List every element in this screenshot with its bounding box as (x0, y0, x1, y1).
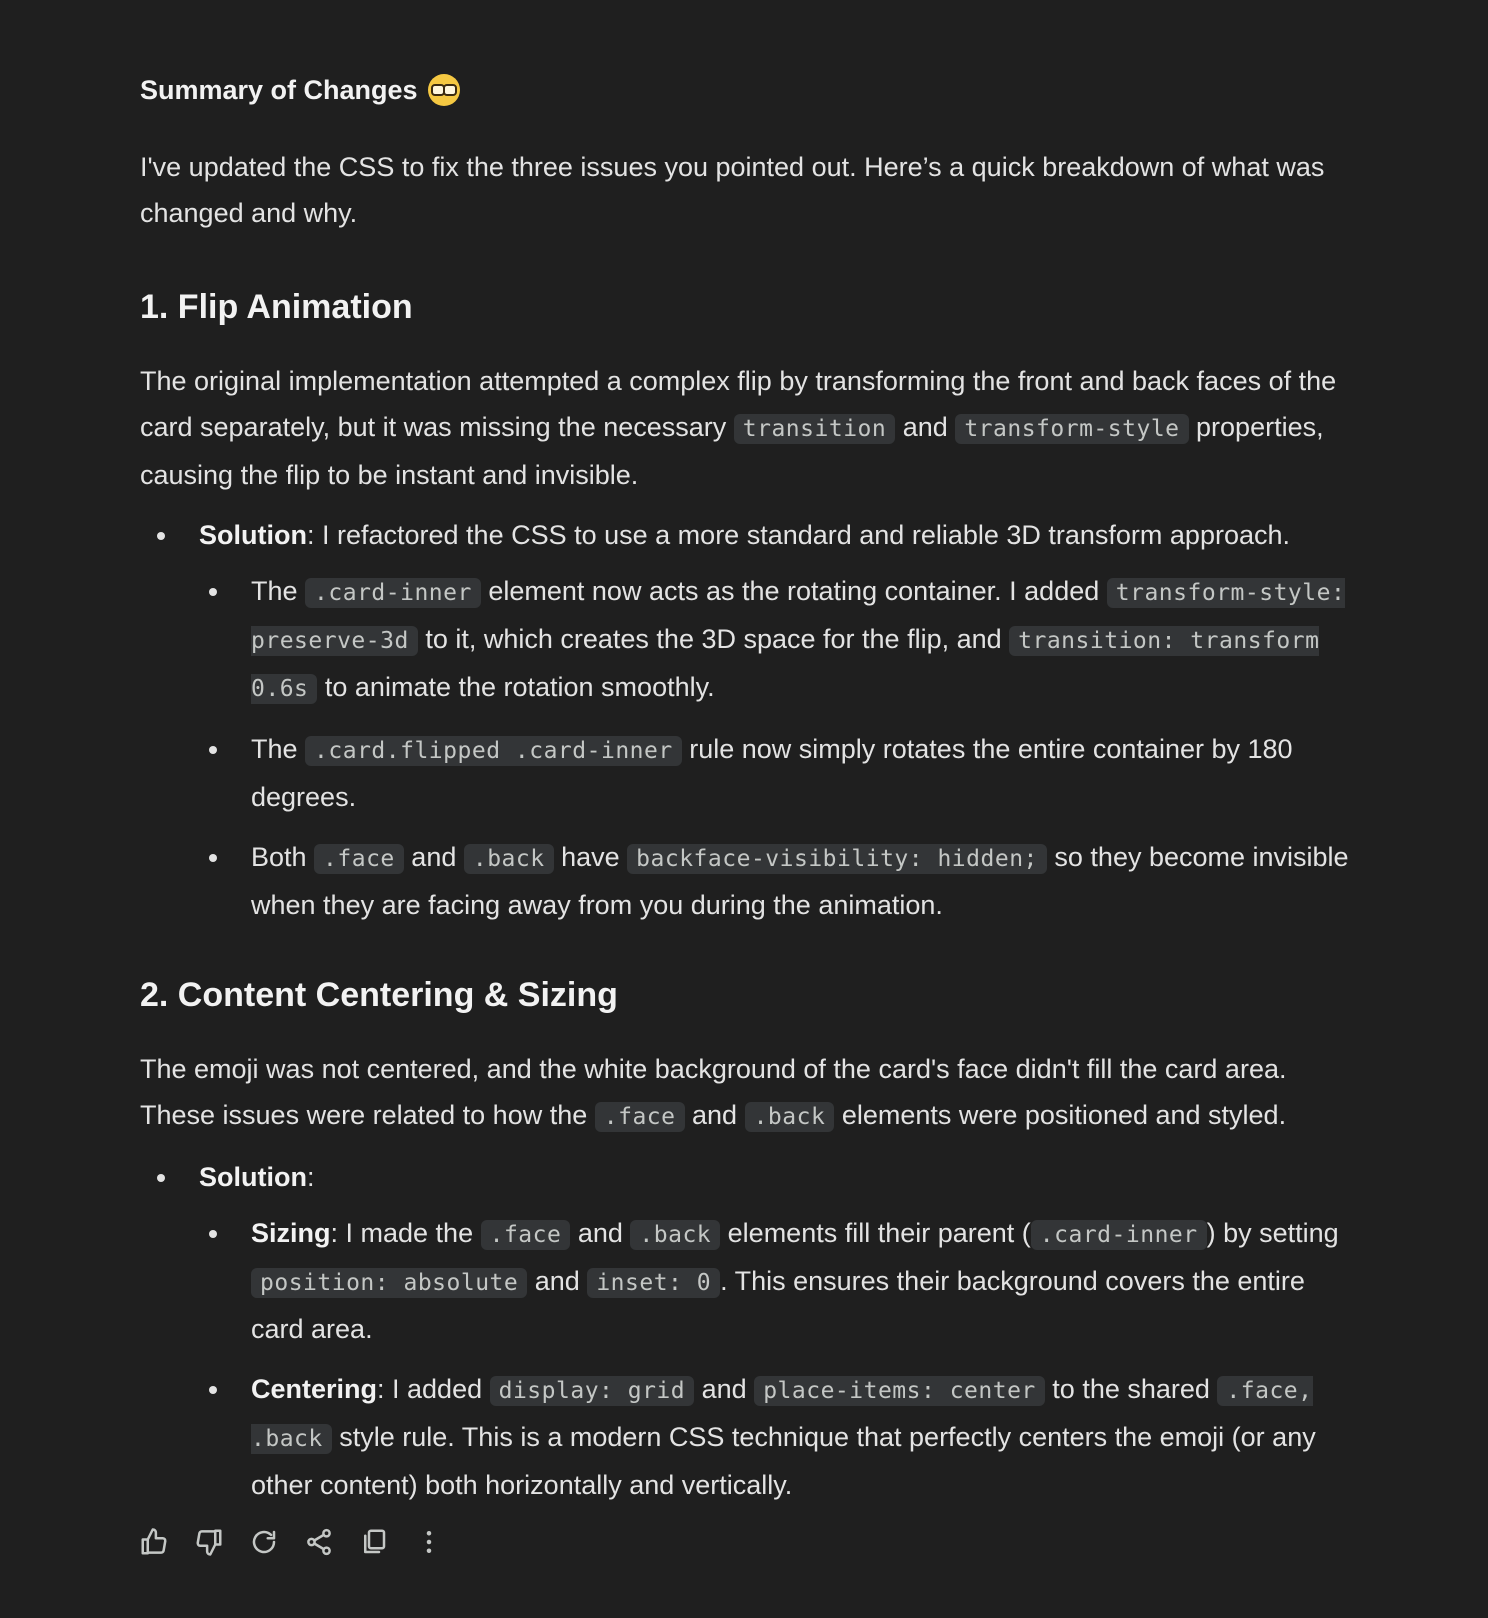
regenerate-button[interactable] (246, 1524, 282, 1560)
share-button[interactable] (301, 1524, 337, 1560)
section-1-heading: 1. Flip Animation (140, 288, 413, 326)
more-options-button[interactable] (411, 1524, 447, 1560)
section-1-list (140, 512, 1355, 928)
inline-code: transform-style (955, 414, 1188, 444)
inline-code: backface-visibility: hidden; (627, 844, 1047, 874)
summary-title-text: Summary of Changes (140, 75, 418, 105)
inline-code: .face (314, 844, 404, 874)
inline-code: transform-style: preserve-3d (251, 580, 1346, 654)
centering-label: Centering (251, 1374, 378, 1404)
sub-list (192, 1210, 1355, 1508)
inline-code: display: grid (490, 1376, 695, 1406)
share-icon (304, 1527, 334, 1557)
inline-code: .back (745, 1102, 835, 1132)
inline-code: .face (595, 1102, 685, 1132)
section-2-paragraph: The emoji was not centered, and the white background of the card's face didn't fill the card area. These issues were related to how the .face and .back elements were positioned and styled. (140, 1054, 1287, 1130)
regenerate-icon (249, 1527, 279, 1557)
inline-code: .card-inner (305, 578, 481, 608)
inline-code: .face, .back (251, 1378, 1313, 1452)
inline-code: .back (464, 844, 554, 874)
inline-code: .card-inner (1031, 1220, 1207, 1250)
solution-label: Solution (199, 1162, 307, 1192)
section-2-heading: 2. Content Centering & Sizing (140, 976, 618, 1014)
copy-icon (359, 1527, 389, 1557)
inline-code: transition (734, 414, 895, 444)
solution-label: Solution (199, 520, 307, 550)
list-item: Sizing: I made the .face and .back elements fill their parent ( .card-inner ) by setting position: absolute and inset: 0 . This ensures their background covers the entire card area. (192, 1210, 1355, 1352)
intro-paragraph: I've updated the CSS to fix the three issues you pointed out. Here’s a quick breakdown of what was changed and why. (140, 152, 1325, 228)
inline-code: transition: transform 0.6s (251, 628, 1320, 702)
more-vert-icon (414, 1527, 444, 1557)
section-2 (140, 972, 1355, 1508)
list-item: Solution: Sizing: I made the .face and .back elements fill their parent ( .card-inner ) by setting position: absolute and inset: 0 . This ensures their background covers the entire card area. Centering: I added display: grid and place-items: center to the shared .face, .back style rule. This is a modern CSS technique that perfectly centers the emoji (or any other content) both horizontally and vertically. (140, 1154, 1355, 1508)
inline-code: place-items: center (754, 1376, 1045, 1406)
thumbs-up-button[interactable] (136, 1524, 172, 1560)
list-item: Both .face and .back have backface-visibility: hidden; so they become invisible when they are facing away from you during the animation. (192, 834, 1355, 928)
list-item: The .card.flipped .card-inner rule now simply rotates the entire container by 180 degrees. (192, 726, 1355, 820)
copy-button[interactable] (356, 1524, 392, 1560)
response-content (140, 62, 1355, 1522)
inline-code: position: absolute (251, 1268, 527, 1298)
response-actions (136, 1524, 447, 1560)
sizing-label: Sizing (251, 1218, 331, 1248)
inline-code: .back (630, 1220, 720, 1250)
inline-code: .face (481, 1220, 571, 1250)
section-2-list (140, 1154, 1355, 1508)
inline-code: inset: 0 (587, 1268, 720, 1298)
sub-list (192, 568, 1355, 928)
nerd-face-icon (428, 74, 460, 106)
summary-title (140, 62, 1355, 118)
thumbs-down-button[interactable] (191, 1524, 227, 1560)
thumbs-up-icon (139, 1527, 169, 1557)
thumbs-down-icon (194, 1527, 224, 1557)
section-1-paragraph: The original implementation attempted a complex flip by transforming the front and back faces of the card separately, but it was missing the necessary transition and transform-style properties, causing the flip to be instant and invisible. (140, 366, 1337, 490)
list-item: Solution: I refactored the CSS to use a more standard and reliable 3D transform approach. The .card-inner element now acts as the rotating container. I added transform-style: preserve-3d to it, which creates the 3D space for the flip, and transition: transform 0.6s to animate the rotation smoothly. The .card.flipped .card-inner rule now simply rotates the entire container by 180 degrees. Both .face and .back have backface-visibility: hidden; so they become invisible when they are facing away from you during the animation. (140, 512, 1355, 928)
list-item: The .card-inner element now acts as the rotating container. I added transform-style: preserve-3d to it, which creates the 3D space for the flip, and transition: transform 0.6s to animate the rotation smoothly. (192, 568, 1355, 712)
list-item: Centering: I added display: grid and place-items: center to the shared .face, .back style rule. This is a modern CSS technique that perfectly centers the emoji (or any other content) both horizontally and vertically. (192, 1366, 1355, 1508)
inline-code: .card.flipped .card-inner (305, 736, 682, 766)
